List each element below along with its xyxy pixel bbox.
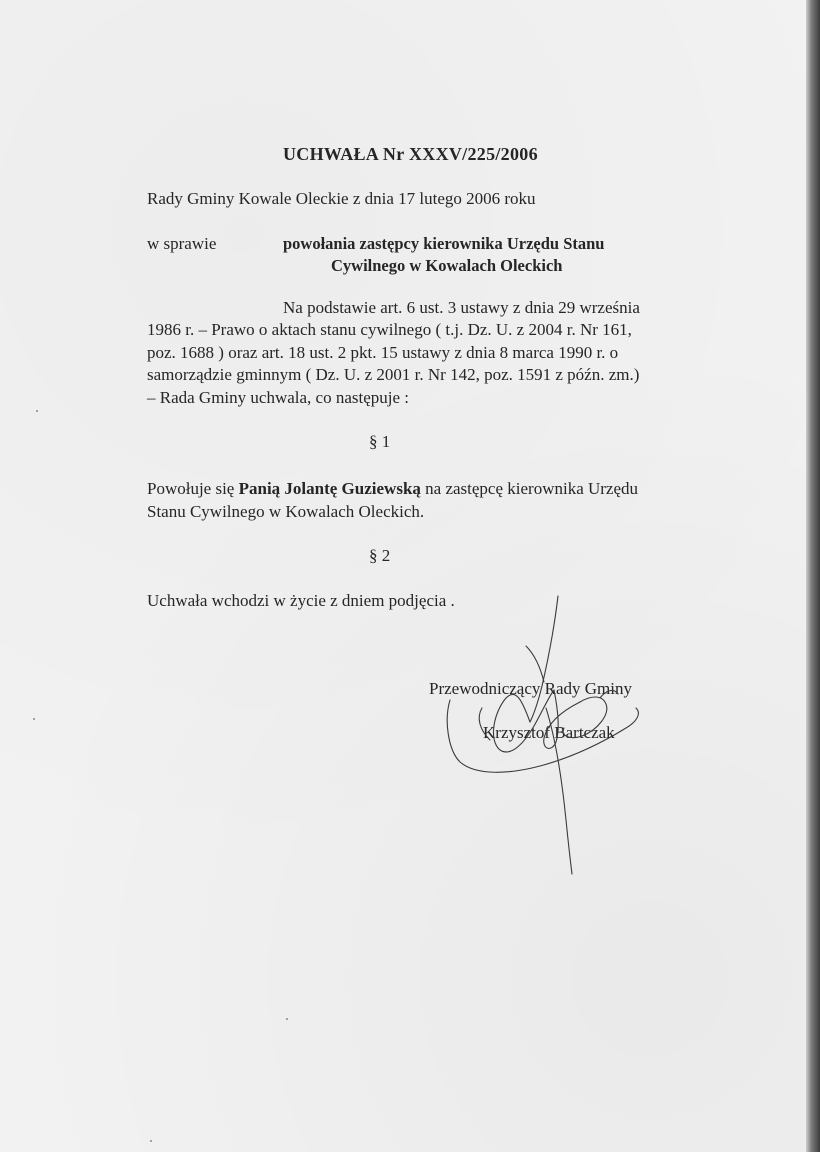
subject-line-2: Cywilnego w Kowalach Oleckich <box>331 256 563 275</box>
section-2-text: Uchwała wchodzi w życie z dniem podjęcia . <box>147 591 455 610</box>
section-1-suffix: na zastępcę kierownika Urzędu <box>420 479 639 498</box>
handwritten-signature <box>430 590 660 880</box>
signatory-name: Krzysztof Bartczak <box>483 723 615 742</box>
scan-edge-shadow <box>806 0 820 1152</box>
legal-basis-line: Na podstawie art. 6 ust. 3 ustawy z dnia 29 września <box>283 298 640 317</box>
scan-speck <box>36 410 38 412</box>
section-1-prefix: Powołuje się <box>147 479 239 498</box>
legal-basis-line: 1986 r. – Prawo o aktach stanu cywilnego ( t.j. Dz. U. z 2004 r. Nr 161, <box>147 320 632 340</box>
subject-line-1: powołania zastępcy kierownika Urzędu Stanu <box>283 234 605 253</box>
scan-speck <box>33 718 35 720</box>
section-1-line-2: Stanu Cywilnego w Kowalach Oleckich. <box>147 502 425 521</box>
legal-basis-line: – Rada Gminy uchwala, co następuje : <box>147 387 410 407</box>
section-1-text <box>147 477 747 523</box>
scan-speck <box>150 1140 152 1142</box>
legal-basis-line: poz. 1688 ) oraz art. 18 ust. 2 pkt. 15 ustawy z dnia 8 marca 1990 r. o <box>147 342 619 362</box>
section-2-heading: § 2 <box>369 546 391 565</box>
legal-basis-line: samorządzie gminnym ( Dz. U. z 2001 r. Nr 142, poz. 1591 z późn. zm.) <box>147 365 640 385</box>
resolution-intro: Rady Gminy Kowale Oleckie z dnia 17 lutego 2006 roku <box>147 189 536 208</box>
section-1-heading: § 1 <box>369 432 391 451</box>
scan-speck <box>286 1018 288 1020</box>
legal-basis <box>147 297 707 409</box>
section-1-line-1 <box>147 477 747 500</box>
resolution-title: UCHWAŁA Nr XXXV/225/2006 <box>283 144 538 164</box>
signatory-role: Przewodniczący Rady Gminy <box>429 679 632 698</box>
subject-label: w sprawie <box>147 234 217 253</box>
appointee-name: Panią Jolantę Guziewską <box>238 479 421 498</box>
